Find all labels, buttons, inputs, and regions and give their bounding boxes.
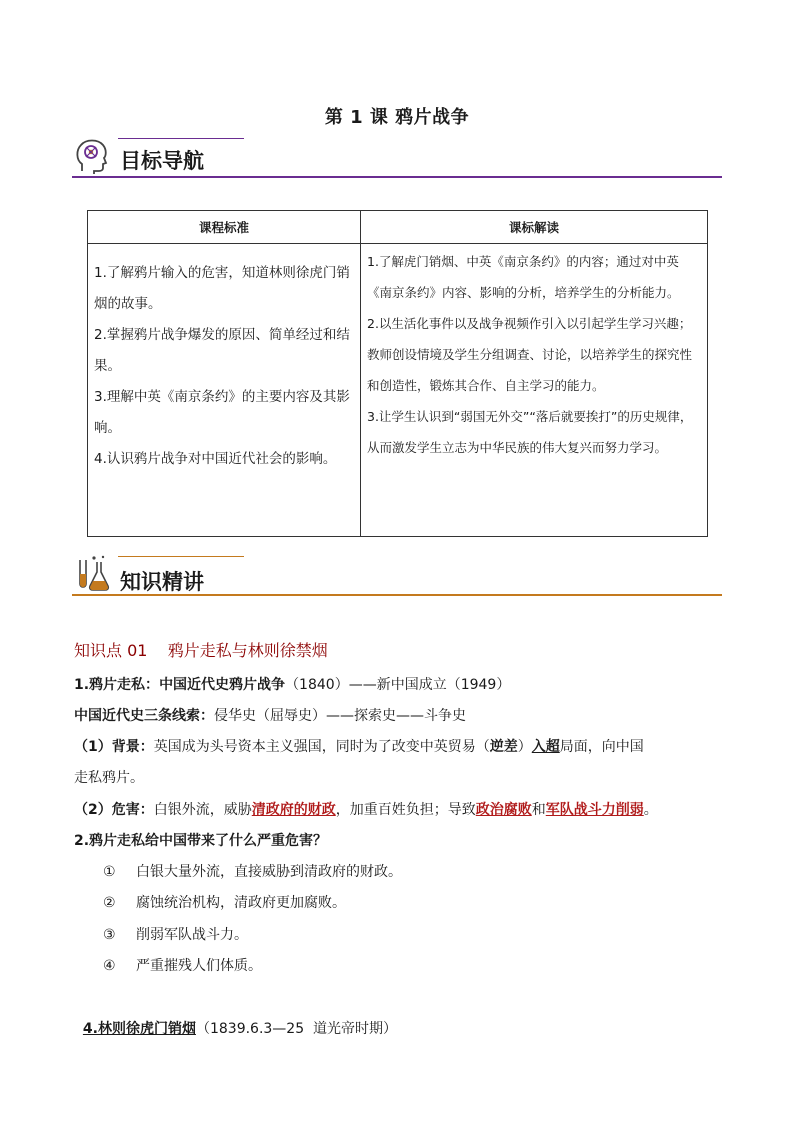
section-title: 知识精讲 bbox=[120, 570, 204, 594]
list-item: 2.掌握鸦片战争爆发的原因、简单经过和结果。 bbox=[94, 327, 350, 374]
highlight-military: 军队战斗力削弱 bbox=[545, 802, 644, 818]
section-top-rule bbox=[118, 556, 244, 557]
list-number: ① bbox=[103, 864, 116, 880]
table-row bbox=[88, 244, 708, 537]
list-text: 严重摧残人们体质。 bbox=[136, 958, 262, 974]
list-item: 1.了解虎门销烟、中英《南京条约》的内容；通过对中英《南京条约》内容、影响的分析，培养学生的分析能力。 bbox=[367, 254, 680, 300]
label-harm: （2）危害： bbox=[74, 802, 154, 818]
knowledge-point-title: 知识点 01 鸦片走私与林则徐禁烟 bbox=[74, 641, 328, 660]
highlight-corruption: 政治腐败 bbox=[475, 802, 532, 818]
question-4 bbox=[74, 983, 397, 1045]
list-item bbox=[103, 888, 346, 919]
list-item: 3.理解中英《南京条约》的主要内容及其影响。 bbox=[94, 389, 350, 436]
standards-table bbox=[87, 210, 708, 537]
list-text: 削弱军队战斗力。 bbox=[136, 927, 248, 943]
list-number: ② bbox=[103, 895, 116, 911]
list-text: 腐蚀统治机构，清政府更加腐败。 bbox=[136, 895, 346, 911]
text-plain: 。 bbox=[643, 802, 658, 818]
section-underline bbox=[72, 176, 722, 178]
flask-icon bbox=[72, 554, 112, 598]
page-title: 第 1 课 鸦片战争 bbox=[324, 107, 470, 128]
line-opium-smuggling bbox=[74, 670, 510, 701]
text-plain: 侵华史（屈辱史）——探索史——斗争史 bbox=[214, 708, 466, 724]
list-item: 2.以生活化事件以及战争视频作引入以引起学生学习兴趣；教师创设情境及学生分组调查、讨论，以培养学生的探究性和创造性，锻炼其合作、自主学习的能力。 bbox=[367, 316, 693, 393]
label-three-clues: 中国近代史三条线索： bbox=[74, 708, 214, 724]
label-opium-smuggling: 1.鸦片走私： bbox=[74, 677, 160, 693]
text-plain: 英国成为头号资本主义强国，同时为了改变中英贸易（ bbox=[153, 739, 490, 755]
list-item: 4.认识鸦片战争对中国近代社会的影响。 bbox=[94, 451, 337, 467]
list-number: ④ bbox=[103, 958, 116, 974]
highlight-finance: 清政府的财政 bbox=[251, 802, 336, 818]
text-surplus: 入超 bbox=[531, 739, 560, 755]
text-plain: 局面，向中国 bbox=[559, 739, 644, 755]
text-plain: （1839.6.3—25 道光帝时期） bbox=[195, 1021, 398, 1037]
list-item: 1.了解鸦片输入的危害，知道林则徐虎门销烟的故事。 bbox=[94, 265, 350, 312]
list-number: ③ bbox=[103, 927, 116, 943]
section-top-rule bbox=[118, 138, 244, 139]
text-bold: 中国近代史鸦片战争 bbox=[159, 677, 286, 693]
list-item bbox=[103, 920, 248, 951]
label-background: （1）背景： bbox=[74, 739, 154, 755]
table-header-standard: 课程标准 bbox=[88, 211, 361, 244]
text-plain: 和 bbox=[531, 802, 546, 818]
section-header-goals bbox=[72, 136, 722, 180]
head-brain-icon bbox=[72, 136, 112, 180]
table-cell-interpretation bbox=[361, 244, 708, 537]
text-plain: （1840）——新中国成立（1949） bbox=[285, 677, 511, 693]
paragraph-harm bbox=[74, 795, 658, 826]
list-item bbox=[103, 951, 262, 982]
list-item bbox=[103, 857, 402, 888]
section-underline bbox=[72, 594, 722, 596]
text-deficit: 逆差 bbox=[489, 739, 518, 755]
text-plain: ，加重百姓负担；导致 bbox=[335, 802, 476, 818]
section-title: 目标导航 bbox=[120, 149, 204, 173]
text-plain: 白银外流，威胁 bbox=[153, 802, 252, 818]
list-text: 白银大量外流，直接威胁到清政府的财政。 bbox=[136, 864, 402, 880]
text-plain: 走私鸦片。 bbox=[74, 770, 144, 786]
line-three-clues bbox=[74, 701, 466, 732]
list-item: 3.让学生认识到“弱国无外交”“落后就要挨打”的历史规律，从而激发学生立志为中华民族的伟大复兴而努力学习。 bbox=[367, 409, 693, 455]
table-header-row bbox=[88, 211, 708, 244]
paragraph-background bbox=[74, 732, 724, 794]
label-humen: 4.林则徐虎门销烟 bbox=[82, 1021, 196, 1037]
table-header-interpretation: 课标解读 bbox=[361, 211, 708, 244]
question-2: 2.鸦片走私给中国带来了什么严重危害？ bbox=[74, 833, 328, 849]
text-plain: ） bbox=[517, 739, 532, 755]
table-cell-standard bbox=[88, 244, 361, 537]
section-header-knowledge bbox=[72, 554, 722, 598]
